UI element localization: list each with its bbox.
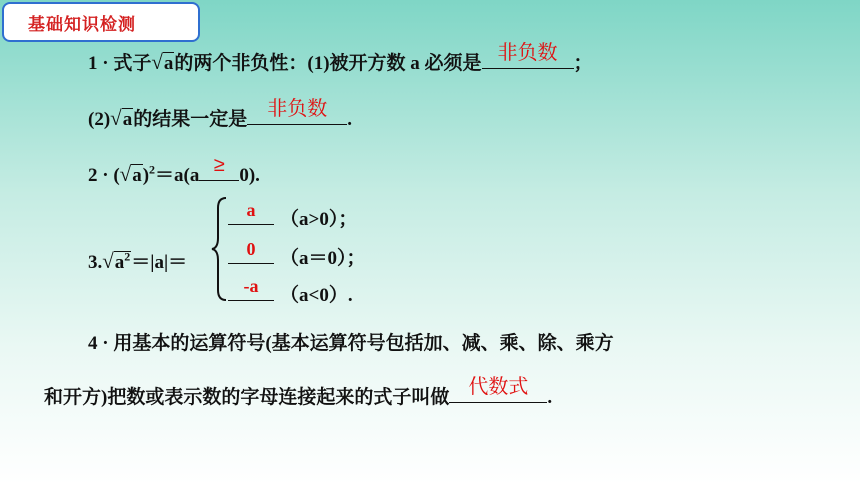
- question-2-text: ＝a(a: [155, 165, 200, 186]
- section-badge: [2, 2, 200, 42]
- answer-case-2: 0: [246, 239, 256, 259]
- sqrt-radicand: a: [122, 109, 133, 130]
- exponent: 2: [149, 162, 156, 177]
- answer-case-1: a: [246, 200, 256, 220]
- question-1-prefix: 1 · 式子: [88, 53, 152, 74]
- sqrt-radicand: a: [114, 252, 125, 273]
- question-2-line: [88, 154, 260, 187]
- answer-blank-case-2: [228, 239, 274, 264]
- question-1-part2-text: 的结果一定是: [133, 109, 248, 130]
- answer-blank-4: [449, 376, 547, 403]
- sqrt-a: √a: [119, 162, 142, 186]
- case-2-condition: （a＝0）；: [280, 248, 366, 269]
- answer-case-3: -a: [243, 276, 259, 296]
- sqrt-radicand: a: [163, 53, 174, 74]
- question-4-text-2: 和开方)把数或表示数的字母连接起来的式子叫做: [44, 387, 450, 408]
- case-row-1: [228, 200, 358, 231]
- question-1-part2-prefix: (2): [88, 109, 111, 130]
- answer-1: 非负数: [497, 42, 558, 64]
- question-1-end: ；: [573, 53, 593, 74]
- answer-blank-2: [247, 98, 347, 125]
- case-1-condition: （a>0）；: [280, 209, 358, 230]
- question-4-line-2: [44, 376, 553, 409]
- question-3-prefix: 3.: [88, 252, 103, 273]
- answer-2: 非负数: [267, 98, 328, 120]
- answer-blank-case-3: [228, 276, 274, 301]
- question-1-line-1: [88, 42, 593, 75]
- case-row-3: [228, 276, 353, 307]
- close-paren: ): [142, 165, 150, 186]
- case-3-condition: （a<0）.: [280, 285, 353, 306]
- question-2-prefix: 2 · (: [88, 165, 120, 186]
- answer-blank-1: [482, 42, 574, 69]
- answer-blank-3: [199, 154, 239, 181]
- case-row-2: [228, 239, 366, 270]
- question-4-end: .: [547, 387, 553, 408]
- sqrt-a: √a: [110, 106, 133, 130]
- answer-4: 代数式: [468, 376, 529, 398]
- question-4-text-1: 4 · 用基本的运算符号(基本运算符号包括加、减、乘、除、乘方: [88, 333, 614, 354]
- exponent: 2: [124, 249, 131, 264]
- question-1-part2-end: .: [347, 109, 352, 130]
- question-3-text: ＝|a|＝: [131, 252, 188, 273]
- answer-3: ≥: [213, 154, 225, 176]
- section-badge-label: 基础知识检测: [28, 14, 136, 34]
- sqrt-radicand: a: [132, 165, 142, 186]
- left-brace-icon: [210, 196, 230, 302]
- answer-blank-case-1: [228, 200, 274, 225]
- question-1-line-2: [88, 98, 352, 131]
- question-3-lead: [88, 247, 187, 274]
- sqrt-a: √a: [151, 50, 174, 74]
- question-2-end: 0).: [239, 165, 260, 186]
- question-4-line-1: [88, 328, 614, 355]
- sqrt-a-squared: $√a^2$: [102, 249, 131, 273]
- question-1-text: 的两个非负性：(1)被开方数 a 必须是: [174, 53, 482, 74]
